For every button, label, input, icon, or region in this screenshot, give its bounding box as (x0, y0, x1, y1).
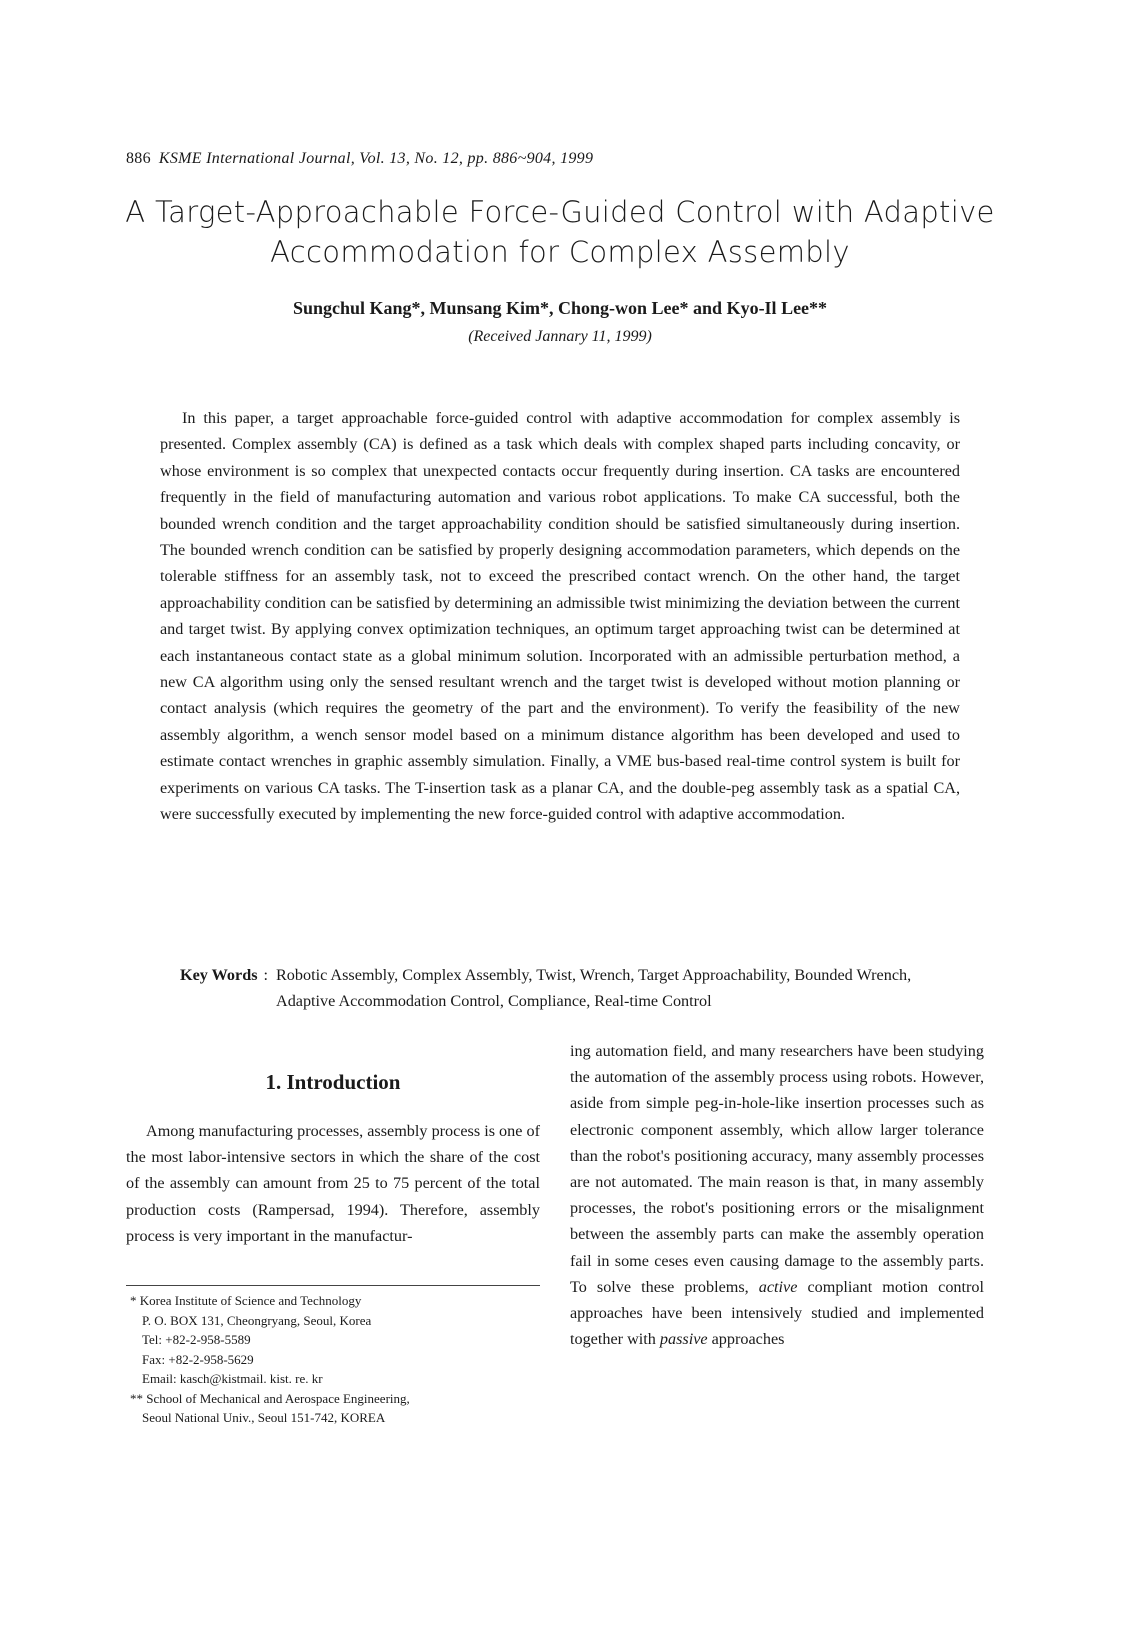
right-text-part-1: ing automation field, and many researchers have been studying the automation of the assembly process using robots. However, aside from simple peg-in-hole-like insertion processes such as electronic component assembly, which allow larger tolerance than the robot's positioning accuracy, many assembly processes are not automated. The main reason is that, in many assembly processes, the robot's positioning errors or the misalignment between the assembly parts can make the assembly operation fail in some ceses even causing damage to the assembly parts. To solve these problems, (570, 1042, 984, 1296)
keywords-text: Robotic Assembly, Complex Assembly, Twist, Wrench, Target Approachability, Bounded Wrench, Adaptive Accommodation Control, Compliance, Real-time Control (276, 966, 912, 1010)
running-head (126, 150, 593, 168)
footnote-email: Email: kasch@kistmail. kist. re. kr (142, 1371, 323, 1386)
intro-paragraph-left: Among manufacturing processes, assembly process is one of the most labor-intensive sectors in which the share of the cost of the assembly can amount from 25 to 75 percent of the total production costs (Rampersad, 1994). Therefore, assembly process is very important in the manufactur- (126, 1122, 540, 1245)
author-list: Sungchul Kang*, Munsang Kim*, Chong-won Lee* and Kyo-Il Lee** (292, 298, 828, 318)
journal-citation: KSME International Journal, Vol. 13, No. 12, pp. 886~904, 1999 (158, 150, 594, 167)
emphasis-active: active (758, 1277, 798, 1296)
abstract: In this paper, a target approachable force-guided control with adaptive accommodation for complex assembly is presented. Complex assembly (CA) is defined as a task which deals with complex shaped parts including concavity, or whose environment is so complex that unexpected contacts occur frequently during insertion. CA tasks are encountered frequently in the field of manufacturing automation and various robot applications. To make CA successful, both the bounded wrench condition and the target approachability condition should be satisfied simultaneously during insertion. The bounded wrench condition can be satisfied by properly designing accommodation parameters, which depends on the tolerable stiffness for an assembly task, not to exceed the prescribed contact wrench. On the other hand, the target approachability condition can be satisfied by determining an admissible twist minimizing the deviation between the current and target twist. By applying convex optimization techniques, an optimum target approaching twist can be determined at each instantaneous contact state as a global minimum solution. Incorporated with an admissible perturbation method, a new CA algorithm using only the sensed resultant wrench and the target twist is developed without motion planning or contact analysis (which requires the geometry of the part and the environment). To verify the feasibility of the new assembly algorithm, a wench sensor model based on a minimum distance algorithm has been developed and used to estimate contact wrenches in graphic assembly simulation. Finally, a VME bus-based real-time control system is built for experiments on various CA tasks. The T-insertion task as a planar CA, and the double-peg assembly task as a spatial CA, were successfully executed by implementing the new force-guided control with adaptive accommodation. (160, 409, 960, 824)
footnote-divider (126, 1285, 540, 1286)
paper-title (120, 192, 1000, 272)
received-date: (Received Jannary 11, 1999) (468, 328, 652, 345)
emphasis-passive: passive (659, 1330, 708, 1349)
footnotes (130, 1291, 544, 1428)
footnote-address: P. O. BOX 131, Cheongryang, Seoul, Korea (142, 1312, 372, 1328)
keywords-label: Key Words (180, 966, 258, 984)
right-text-part-3: approaches (707, 1330, 785, 1349)
page-number: 886 (126, 150, 151, 167)
right-text-part-2: compliant motion control approaches have been intensively studied and implemented together with (570, 1277, 985, 1349)
footnote-tel: Tel: +82-2-958-5589 (142, 1332, 251, 1347)
section-heading: 1. Introduction (265, 1070, 401, 1094)
keywords (180, 962, 960, 1014)
title-line-1: A Target-Approachable Force-Guided Control with Adaptive (125, 195, 995, 229)
footnote-fax: Fax: +82-2-958-5629 (142, 1351, 254, 1367)
footnote-affiliation-2: ** School of Mechanical and Aerospace Engineering, (130, 1390, 410, 1406)
title-line-2: Accommodation for Complex Assembly (270, 235, 850, 269)
keywords-separator: : (263, 966, 268, 984)
footnote-affiliation-1: * Korea Institute of Science and Technology (130, 1293, 362, 1308)
footnote-address-2: Seoul National Univ., Seoul 151-742, KOREA (142, 1410, 386, 1425)
intro-paragraph-right (570, 1038, 984, 1352)
